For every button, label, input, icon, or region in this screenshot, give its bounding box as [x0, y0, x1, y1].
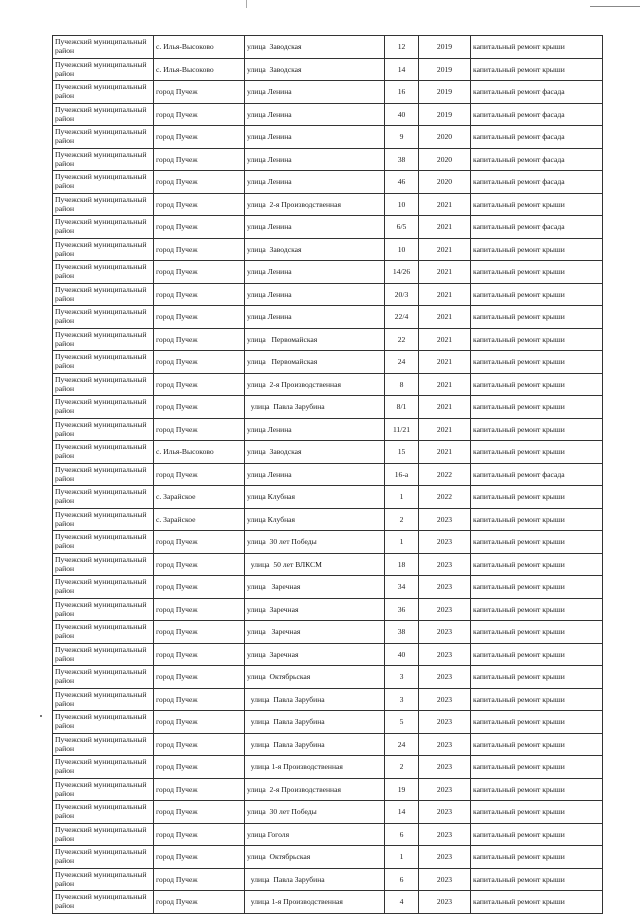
house-number-cell: 16-а [385, 463, 419, 486]
settlement-cell: город Пучеж [154, 238, 245, 261]
settlement-cell: город Пучеж [154, 756, 245, 779]
table-body [53, 36, 603, 914]
settlement-cell: город Пучеж [154, 103, 245, 126]
house-number-cell: 22 [385, 328, 419, 351]
year-cell: 2021 [419, 283, 471, 306]
street-cell: улица Первомайская [245, 351, 385, 374]
district-cell: Пучежский муниципальный район [53, 351, 154, 374]
street-cell: улица Заводская [245, 36, 385, 59]
repair-schedule-table [52, 35, 603, 914]
street-cell: улица Ленина [245, 463, 385, 486]
work-type-cell: капитальный ремонт крыши [471, 868, 603, 891]
year-cell: 2023 [419, 846, 471, 869]
district-cell: Пучежский муниципальный район [53, 756, 154, 779]
work-type-cell: капитальный ремонт фасада [471, 463, 603, 486]
table-row [53, 216, 603, 239]
settlement-cell: город Пучеж [154, 373, 245, 396]
settlement-cell: город Пучеж [154, 711, 245, 734]
district-cell: Пучежский муниципальный район [53, 553, 154, 576]
house-number-cell: 14/26 [385, 261, 419, 284]
house-number-cell: 1 [385, 846, 419, 869]
work-type-cell: капитальный ремонт крыши [471, 801, 603, 824]
table-row [53, 126, 603, 149]
district-cell: Пучежский муниципальный район [53, 103, 154, 126]
year-cell: 2023 [419, 733, 471, 756]
house-number-cell: 4 [385, 891, 419, 914]
district-cell: Пучежский муниципальный район [53, 148, 154, 171]
table-row [53, 486, 603, 509]
settlement-cell: город Пучеж [154, 531, 245, 554]
settlement-cell: город Пучеж [154, 621, 245, 644]
work-type-cell: капитальный ремонт крыши [471, 261, 603, 284]
district-cell: Пучежский муниципальный район [53, 688, 154, 711]
settlement-cell: город Пучеж [154, 733, 245, 756]
table-row [53, 193, 603, 216]
street-cell: улица Заводская [245, 441, 385, 464]
table-row [53, 418, 603, 441]
street-cell: улица Ленина [245, 216, 385, 239]
work-type-cell: капитальный ремонт крыши [471, 306, 603, 329]
settlement-cell: город Пучеж [154, 193, 245, 216]
work-type-cell: капитальный ремонт крыши [471, 733, 603, 756]
street-cell: улица Заречная [245, 643, 385, 666]
work-type-cell: капитальный ремонт крыши [471, 778, 603, 801]
year-cell: 2019 [419, 36, 471, 59]
table-row [53, 36, 603, 59]
work-type-cell: капитальный ремонт крыши [471, 666, 603, 689]
district-cell: Пучежский муниципальный район [53, 216, 154, 239]
street-cell: улица Павла Зарубина [245, 396, 385, 419]
year-cell: 2023 [419, 621, 471, 644]
settlement-cell: город Пучеж [154, 261, 245, 284]
house-number-cell: 14 [385, 58, 419, 81]
house-number-cell: 20/3 [385, 283, 419, 306]
table-row [53, 58, 603, 81]
house-number-cell: 6/5 [385, 216, 419, 239]
work-type-cell: капитальный ремонт крыши [471, 238, 603, 261]
settlement-cell: город Пучеж [154, 171, 245, 194]
table-row [53, 508, 603, 531]
year-cell: 2023 [419, 688, 471, 711]
year-cell: 2023 [419, 778, 471, 801]
settlement-cell: город Пучеж [154, 283, 245, 306]
year-cell: 2020 [419, 148, 471, 171]
work-type-cell: капитальный ремонт крыши [471, 283, 603, 306]
work-type-cell: капитальный ремонт крыши [471, 576, 603, 599]
street-cell: улица Ленина [245, 81, 385, 104]
street-cell: улица 1-я Производственная [245, 891, 385, 914]
street-cell: улица Заводская [245, 58, 385, 81]
street-cell: улица Заречная [245, 576, 385, 599]
year-cell: 2023 [419, 531, 471, 554]
year-cell: 2021 [419, 306, 471, 329]
work-type-cell: капитальный ремонт крыши [471, 598, 603, 621]
house-number-cell: 16 [385, 81, 419, 104]
work-type-cell: капитальный ремонт крыши [471, 486, 603, 509]
house-number-cell: 10 [385, 193, 419, 216]
street-cell: улица 2-я Производственная [245, 373, 385, 396]
year-cell: 2023 [419, 823, 471, 846]
year-cell: 2023 [419, 598, 471, 621]
work-type-cell: капитальный ремонт крыши [471, 553, 603, 576]
year-cell: 2019 [419, 81, 471, 104]
street-cell: улица 50 лет ВЛКСМ [245, 553, 385, 576]
district-cell: Пучежский муниципальный район [53, 891, 154, 914]
work-type-cell: капитальный ремонт крыши [471, 373, 603, 396]
street-cell: улица Ленина [245, 103, 385, 126]
house-number-cell: 8/1 [385, 396, 419, 419]
year-cell: 2023 [419, 553, 471, 576]
table-row [53, 261, 603, 284]
house-number-cell: 8 [385, 373, 419, 396]
district-cell: Пучежский муниципальный район [53, 531, 154, 554]
table-row [53, 666, 603, 689]
district-cell: Пучежский муниципальный район [53, 306, 154, 329]
district-cell: Пучежский муниципальный район [53, 81, 154, 104]
house-number-cell: 9 [385, 126, 419, 149]
district-cell: Пучежский муниципальный район [53, 441, 154, 464]
year-cell: 2022 [419, 463, 471, 486]
district-cell: Пучежский муниципальный район [53, 58, 154, 81]
work-type-cell: капитальный ремонт крыши [471, 891, 603, 914]
year-cell: 2021 [419, 193, 471, 216]
settlement-cell: город Пучеж [154, 688, 245, 711]
settlement-cell: город Пучеж [154, 801, 245, 824]
work-type-cell: капитальный ремонт крыши [471, 193, 603, 216]
work-type-cell: капитальный ремонт фасада [471, 126, 603, 149]
settlement-cell: город Пучеж [154, 778, 245, 801]
house-number-cell: 46 [385, 171, 419, 194]
year-cell: 2021 [419, 351, 471, 374]
house-number-cell: 24 [385, 351, 419, 374]
table-row [53, 846, 603, 869]
settlement-cell: с. Зарайское [154, 486, 245, 509]
street-cell: улица Клубная [245, 508, 385, 531]
year-cell: 2021 [419, 328, 471, 351]
settlement-cell: с. Илья-Высоково [154, 58, 245, 81]
year-cell: 2023 [419, 801, 471, 824]
district-cell: Пучежский муниципальный район [53, 373, 154, 396]
table-row [53, 148, 603, 171]
settlement-cell: город Пучеж [154, 126, 245, 149]
settlement-cell: город Пучеж [154, 306, 245, 329]
settlement-cell: город Пучеж [154, 81, 245, 104]
district-cell: Пучежский муниципальный район [53, 418, 154, 441]
house-number-cell: 14 [385, 801, 419, 824]
table-row [53, 823, 603, 846]
settlement-cell: с. Зарайское [154, 508, 245, 531]
table-row [53, 711, 603, 734]
district-cell: Пучежский муниципальный район [53, 598, 154, 621]
table-row [53, 621, 603, 644]
work-type-cell: капитальный ремонт крыши [471, 441, 603, 464]
year-cell: 2020 [419, 171, 471, 194]
house-number-cell: 18 [385, 553, 419, 576]
work-type-cell: капитальный ремонт крыши [471, 688, 603, 711]
table-row [53, 756, 603, 779]
street-cell: улица 1-я Производственная [245, 756, 385, 779]
table-row [53, 306, 603, 329]
table-row [53, 801, 603, 824]
year-cell: 2023 [419, 576, 471, 599]
district-cell: Пучежский муниципальный район [53, 801, 154, 824]
district-cell: Пучежский муниципальный район [53, 621, 154, 644]
table-row [53, 373, 603, 396]
house-number-cell: 22/4 [385, 306, 419, 329]
year-cell: 2021 [419, 418, 471, 441]
street-cell: улица 2-я Производственная [245, 193, 385, 216]
settlement-cell: город Пучеж [154, 396, 245, 419]
district-cell: Пучежский муниципальный район [53, 463, 154, 486]
year-cell: 2020 [419, 126, 471, 149]
house-number-cell: 2 [385, 508, 419, 531]
street-cell: улица Ленина [245, 418, 385, 441]
house-number-cell: 38 [385, 148, 419, 171]
table-row [53, 868, 603, 891]
table-row [53, 103, 603, 126]
street-cell: улица Ленина [245, 148, 385, 171]
settlement-cell: город Пучеж [154, 418, 245, 441]
work-type-cell: капитальный ремонт крыши [471, 756, 603, 779]
district-cell: Пучежский муниципальный район [53, 666, 154, 689]
house-number-cell: 5 [385, 711, 419, 734]
street-cell: улица 30 лет Победы [245, 531, 385, 554]
settlement-cell: город Пучеж [154, 328, 245, 351]
year-cell: 2023 [419, 643, 471, 666]
settlement-cell: город Пучеж [154, 216, 245, 239]
table-row [53, 553, 603, 576]
street-cell: улица Октябрьская [245, 666, 385, 689]
district-cell: Пучежский муниципальный район [53, 238, 154, 261]
table-row [53, 463, 603, 486]
house-number-cell: 40 [385, 643, 419, 666]
year-cell: 2021 [419, 373, 471, 396]
work-type-cell: капитальный ремонт крыши [471, 621, 603, 644]
district-cell: Пучежский муниципальный район [53, 823, 154, 846]
street-cell: улица 30 лет Победы [245, 801, 385, 824]
district-cell: Пучежский муниципальный район [53, 711, 154, 734]
table-row [53, 576, 603, 599]
year-cell: 2021 [419, 396, 471, 419]
year-cell: 2023 [419, 756, 471, 779]
table-row [53, 81, 603, 104]
year-cell: 2019 [419, 103, 471, 126]
table-row [53, 238, 603, 261]
district-cell: Пучежский муниципальный район [53, 171, 154, 194]
work-type-cell: капитальный ремонт крыши [471, 531, 603, 554]
settlement-cell: город Пучеж [154, 868, 245, 891]
settlement-cell: город Пучеж [154, 351, 245, 374]
table-row [53, 778, 603, 801]
work-type-cell: капитальный ремонт крыши [471, 36, 603, 59]
street-cell: улица Гоголя [245, 823, 385, 846]
year-cell: 2023 [419, 711, 471, 734]
year-cell: 2021 [419, 238, 471, 261]
district-cell: Пучежский муниципальный район [53, 328, 154, 351]
work-type-cell: капитальный ремонт крыши [471, 351, 603, 374]
settlement-cell: город Пучеж [154, 576, 245, 599]
street-cell: улица Октябрьская [245, 846, 385, 869]
work-type-cell: капитальный ремонт крыши [471, 508, 603, 531]
table-row [53, 396, 603, 419]
district-cell: Пучежский муниципальный район [53, 846, 154, 869]
settlement-cell: город Пучеж [154, 598, 245, 621]
house-number-cell: 3 [385, 688, 419, 711]
house-number-cell: 36 [385, 598, 419, 621]
district-cell: Пучежский муниципальный район [53, 576, 154, 599]
work-type-cell: капитальный ремонт крыши [471, 58, 603, 81]
table-row [53, 283, 603, 306]
year-cell: 2023 [419, 891, 471, 914]
work-type-cell: капитальный ремонт фасада [471, 171, 603, 194]
street-cell: улица Заречная [245, 598, 385, 621]
district-cell: Пучежский муниципальный район [53, 193, 154, 216]
district-cell: Пучежский муниципальный район [53, 643, 154, 666]
street-cell: улица Павла Зарубина [245, 733, 385, 756]
street-cell: улица Первомайская [245, 328, 385, 351]
table-row [53, 598, 603, 621]
house-number-cell: 6 [385, 868, 419, 891]
work-type-cell: капитальный ремонт крыши [471, 823, 603, 846]
district-cell: Пучежский муниципальный район [53, 733, 154, 756]
year-cell: 2021 [419, 216, 471, 239]
table-row [53, 171, 603, 194]
work-type-cell: капитальный ремонт фасада [471, 103, 603, 126]
settlement-cell: город Пучеж [154, 846, 245, 869]
house-number-cell: 1 [385, 531, 419, 554]
street-cell: улица Павла Зарубина [245, 711, 385, 734]
work-type-cell: капитальный ремонт крыши [471, 328, 603, 351]
street-cell: улица Заводская [245, 238, 385, 261]
house-number-cell: 24 [385, 733, 419, 756]
settlement-cell: город Пучеж [154, 643, 245, 666]
table-row [53, 351, 603, 374]
year-cell: 2023 [419, 868, 471, 891]
house-number-cell: 15 [385, 441, 419, 464]
street-cell: улица Клубная [245, 486, 385, 509]
year-cell: 2023 [419, 666, 471, 689]
district-cell: Пучежский муниципальный район [53, 486, 154, 509]
settlement-cell: город Пучеж [154, 891, 245, 914]
settlement-cell: город Пучеж [154, 553, 245, 576]
scan-artifact-tick [246, 0, 247, 8]
house-number-cell: 38 [385, 621, 419, 644]
street-cell: улица Ленина [245, 126, 385, 149]
work-type-cell: капитальный ремонт фасада [471, 216, 603, 239]
year-cell: 2021 [419, 261, 471, 284]
table-row [53, 733, 603, 756]
work-type-cell: капитальный ремонт крыши [471, 643, 603, 666]
house-number-cell: 6 [385, 823, 419, 846]
settlement-cell: город Пучеж [154, 148, 245, 171]
house-number-cell: 1 [385, 486, 419, 509]
work-type-cell: капитальный ремонт фасада [471, 81, 603, 104]
house-number-cell: 3 [385, 666, 419, 689]
table-row [53, 531, 603, 554]
house-number-cell: 19 [385, 778, 419, 801]
work-type-cell: капитальный ремонт крыши [471, 846, 603, 869]
district-cell: Пучежский муниципальный район [53, 283, 154, 306]
house-number-cell: 40 [385, 103, 419, 126]
house-number-cell: 11/21 [385, 418, 419, 441]
street-cell: улица Ленина [245, 283, 385, 306]
district-cell: Пучежский муниципальный район [53, 508, 154, 531]
table-row [53, 328, 603, 351]
year-cell: 2022 [419, 486, 471, 509]
house-number-cell: 34 [385, 576, 419, 599]
year-cell: 2019 [419, 58, 471, 81]
table-row [53, 643, 603, 666]
table-row [53, 891, 603, 914]
year-cell: 2023 [419, 508, 471, 531]
street-cell: улица 2-я Производственная [245, 778, 385, 801]
settlement-cell: город Пучеж [154, 463, 245, 486]
scan-artifact-dot [40, 715, 42, 717]
street-cell: улица Заречная [245, 621, 385, 644]
house-number-cell: 2 [385, 756, 419, 779]
district-cell: Пучежский муниципальный район [53, 36, 154, 59]
district-cell: Пучежский муниципальный район [53, 778, 154, 801]
settlement-cell: город Пучеж [154, 666, 245, 689]
district-cell: Пучежский муниципальный район [53, 868, 154, 891]
table-row [53, 441, 603, 464]
street-cell: улица Павла Зарубина [245, 688, 385, 711]
street-cell: улица Ленина [245, 261, 385, 284]
work-type-cell: капитальный ремонт фасада [471, 148, 603, 171]
district-cell: Пучежский муниципальный район [53, 261, 154, 284]
settlement-cell: с. Илья-Высоково [154, 36, 245, 59]
street-cell: улица Ленина [245, 171, 385, 194]
street-cell: улица Павла Зарубина [245, 868, 385, 891]
district-cell: Пучежский муниципальный район [53, 396, 154, 419]
settlement-cell: город Пучеж [154, 823, 245, 846]
year-cell: 2021 [419, 441, 471, 464]
work-type-cell: капитальный ремонт крыши [471, 711, 603, 734]
work-type-cell: капитальный ремонт крыши [471, 396, 603, 419]
work-type-cell: капитальный ремонт крыши [471, 418, 603, 441]
scan-artifact-line [590, 6, 640, 7]
house-number-cell: 12 [385, 36, 419, 59]
settlement-cell: с. Илья-Высоково [154, 441, 245, 464]
house-number-cell: 10 [385, 238, 419, 261]
table-row [53, 688, 603, 711]
district-cell: Пучежский муниципальный район [53, 126, 154, 149]
street-cell: улица Ленина [245, 306, 385, 329]
